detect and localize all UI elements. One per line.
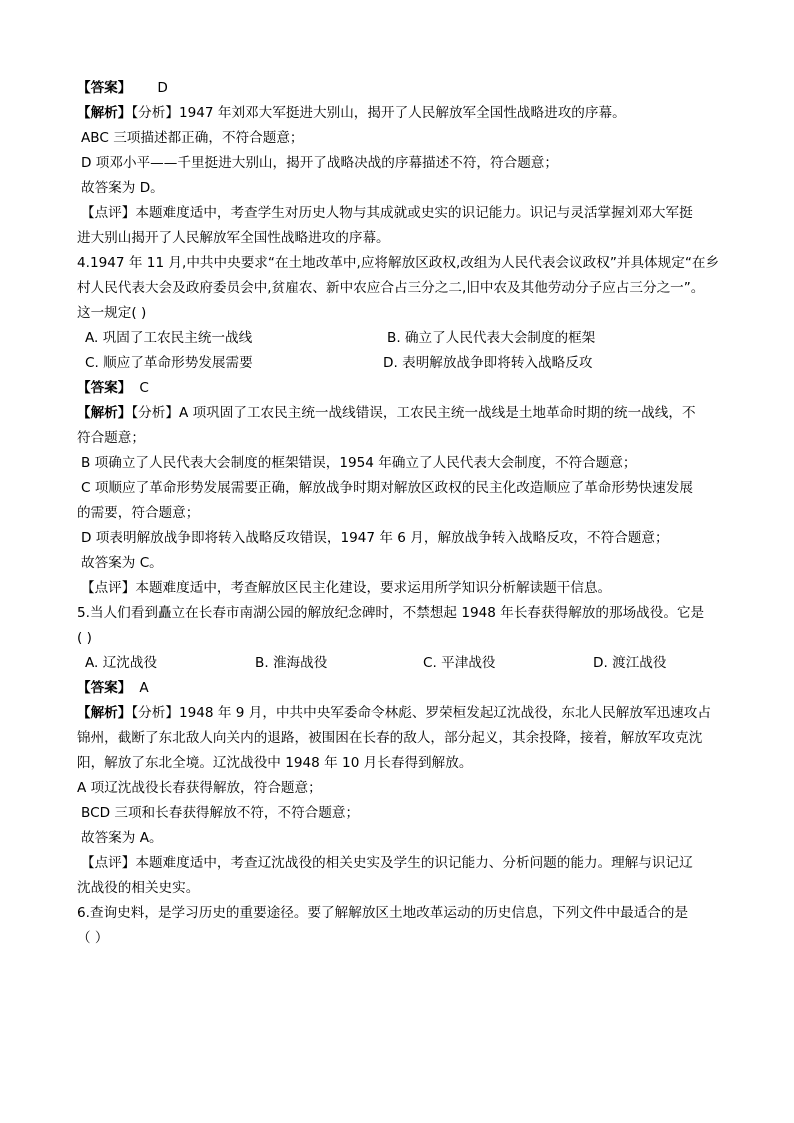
analysis-detail: C 项顺应了革命形势发展需要正确，解放战争时期对解放区政权的民主化改造顺应了革命形势快速发展 (81, 480, 693, 496)
comment-line-cont: 进大别山揭开了人民解放军全国性战略进攻的序幕。 (77, 230, 390, 246)
analysis-detail: ABC 三项描述都正确，不符合题意； (81, 130, 304, 146)
option-d: D. 渡江战役 (593, 655, 667, 671)
option-a: A. 辽沈战役 (85, 655, 158, 671)
answer-tag: 【答案】 (77, 80, 132, 96)
answer-line-q5 (77, 676, 722, 701)
answer-line-q3 (77, 76, 722, 101)
analysis-line-q3 (77, 101, 722, 126)
analysis-tag: 【解析】 (77, 705, 132, 721)
answer-tag: 【答案】 (77, 380, 132, 396)
analysis-detail: 锦州，截断了东北敌人向关内的退路，被围困在长春的敌人，部分起义，其余投降，接着，解放军攻克沈 (77, 730, 703, 746)
conclusion-line: 故答案为 C。 (81, 555, 163, 571)
comment-line: 【点评】本题难度适中，考查辽沈战役的相关史实及学生的识记能力、分析问题的能力。理解与识记辽 (81, 855, 693, 871)
conclusion-line: 故答案为 A。 (81, 830, 163, 846)
analysis-detail: D 项邓小平——千里挺进大别山，揭开了战略决战的序幕描述不符，符合题意； (81, 155, 558, 171)
analysis-detail: B 项确立了人民代表大会制度的框架错误，1954 年确立了人民代表大会制度，不符合题意； (81, 455, 637, 471)
option-d: D. 表明解放战争即将转入战略反攻 (383, 355, 593, 371)
analysis-detail: BCD 三项和长春获得解放不符，不符合题意； (81, 805, 360, 821)
analysis-text: 【分析】1948 年 9 月，中共中央军委命令林彪、罗荣桓发起辽沈战役，东北人民解放军迅速攻占 (131, 705, 711, 721)
answer-line-q4 (77, 376, 722, 401)
analysis-detail: 符合题意； (77, 430, 145, 446)
question-4-stem-cont: 村人民代表大会及政府委员会中,贫雇农、新中农应合占三分之二,旧中农及其他劳动分子应占三分之一”。 (77, 280, 705, 296)
answer-value: D (157, 80, 168, 96)
option-b: B. 淮海战役 (255, 655, 328, 671)
answer-value: C (139, 380, 149, 396)
analysis-detail: A 项辽沈战役长春获得解放，符合题意； (77, 780, 322, 796)
analysis-line-q4 (77, 401, 722, 426)
option-c: C. 平津战役 (423, 655, 496, 671)
comment-line: 【点评】本题难度适中，考查学生对历史人物与其成就或史实的识记能力。识记与灵活掌握刘邓大军挺 (81, 205, 693, 221)
analysis-tag: 【解析】 (77, 405, 132, 421)
document-page (77, 76, 722, 951)
comment-line-cont: 沈战役的相关史实。 (77, 880, 200, 896)
question-4-stem: 4.1947 年 11 月,中共中央要求“在土地改革中,应将解放区政权,改组为人民代表会议政权”并具体规定“在乡 (77, 255, 720, 271)
analysis-detail: 的需要，符合题意； (77, 505, 200, 521)
analysis-detail: D 项表明解放战争即将转入战略反攻错误，1947 年 6 月，解放战争转入战略反攻，不符合题意； (81, 530, 669, 546)
comment-line: 【点评】本题难度适中，考查解放区民主化建设，要求运用所学知识分析解读题干信息。 (81, 580, 612, 596)
option-b: B. 确立了人民代表大会制度的框架 (387, 330, 596, 346)
question-5-stem-end: ( ) (77, 630, 92, 646)
question-6-stem-end: （ ） (77, 930, 109, 946)
option-c: C. 顺应了革命形势发展需要 (85, 355, 253, 371)
question-5-options (77, 651, 722, 676)
option-a: A. 巩固了工农民主统一战线 (85, 330, 253, 346)
question-4-stem-end: 这一规定( ) (77, 305, 147, 321)
analysis-tag: 【解析】 (77, 105, 132, 121)
analysis-text: 【分析】A 项巩固了工农民主统一战线错误，工农民主统一战线是土地革命时期的统一战线，不 (131, 405, 696, 421)
question-6-stem: 6.查询史料，是学习历史的重要途径。要了解解放区土地改革运动的历史信息，下列文件中最适合的是 (77, 905, 689, 921)
question-4-options-row1 (77, 326, 722, 351)
answer-tag: 【答案】 (77, 680, 132, 696)
answer-value: A (139, 680, 149, 696)
analysis-text: 【分析】1947 年刘邓大军挺进大别山，揭开了人民解放军全国性战略进攻的序幕。 (131, 105, 626, 121)
analysis-detail: 阳，解放了东北全境。辽沈战役中 1948 年 10 月长春得到解放。 (77, 755, 473, 771)
conclusion-line: 故答案为 D。 (81, 180, 164, 196)
question-4-options-row2 (77, 351, 722, 376)
analysis-line-q5 (77, 701, 722, 726)
question-5-stem: 5.当人们看到矗立在长春市南湖公园的解放纪念碑时，不禁想起 1948 年长春获得解放的那场战役。它是 (77, 605, 705, 621)
